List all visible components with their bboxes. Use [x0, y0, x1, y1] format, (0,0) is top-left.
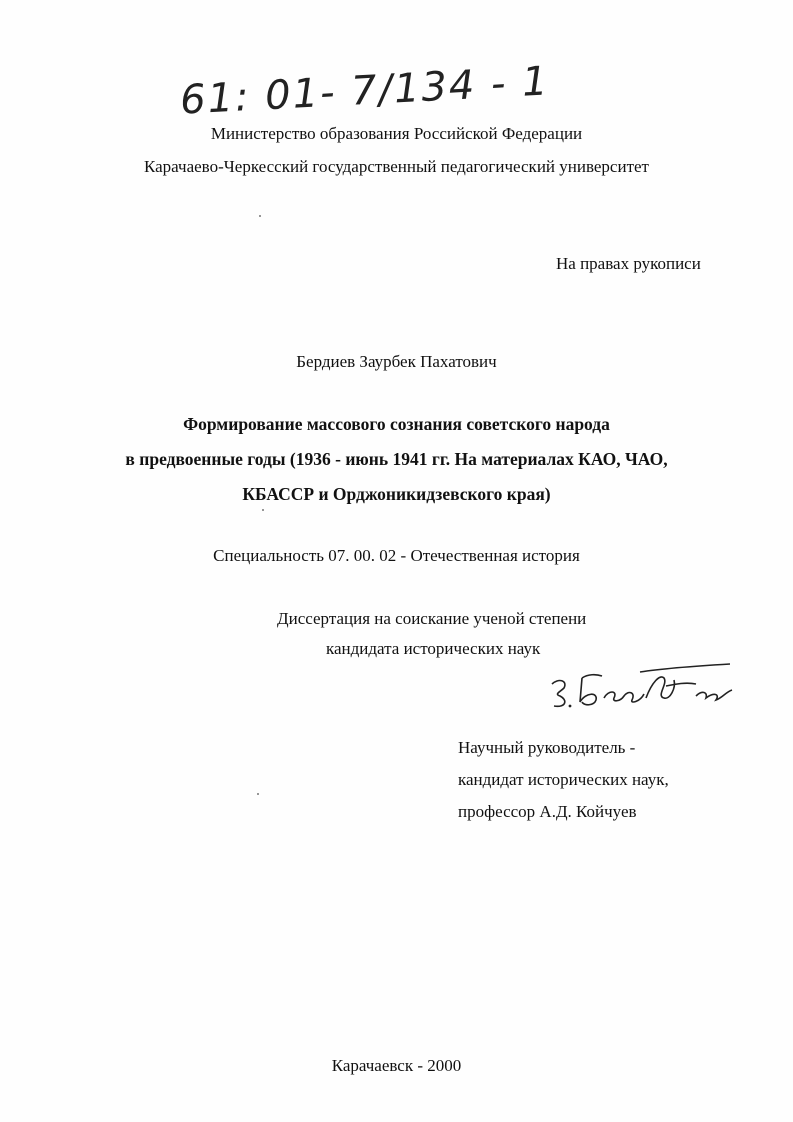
- scan-speck: [257, 793, 259, 795]
- archive-code-handwritten: 61: 01- 7/134 - 1: [179, 58, 551, 124]
- title-line-3: КБАССР и Орджоникидзевского края): [242, 484, 551, 504]
- degree-line-2: кандидата исторических наук: [326, 639, 541, 658]
- signature-image: [546, 662, 736, 712]
- manuscript-rights-note: На правах рукописи: [556, 254, 701, 273]
- advisor-line-2: кандидат исторических наук,: [458, 770, 669, 789]
- title-line-2: в предвоенные годы (1936 - июнь 1941 гг. На материалах КАО, ЧАО,: [125, 449, 668, 469]
- author-name: Бердиев Заурбек Пахатович: [296, 352, 497, 371]
- scan-speck: [259, 215, 261, 217]
- degree-line-1: Диссертация на соискание ученой степени: [277, 609, 587, 628]
- ministry-line: Министерство образования Российской Федерации: [210, 124, 583, 143]
- city-year-footer: Карачаевск - 2000: [331, 1056, 462, 1075]
- scan-speck: [262, 509, 264, 511]
- advisor-line-3: профессор А.Д. Койчуев: [458, 802, 637, 821]
- university-line: Карачаево-Черкесский государственный педагогический университет: [144, 157, 649, 176]
- title-line-1: Формирование массового сознания советского народа: [183, 414, 610, 434]
- specialty-line: Специальность 07. 00. 02 - Отечественная история: [213, 546, 580, 565]
- advisor-line-1: Научный руководитель -: [458, 738, 636, 757]
